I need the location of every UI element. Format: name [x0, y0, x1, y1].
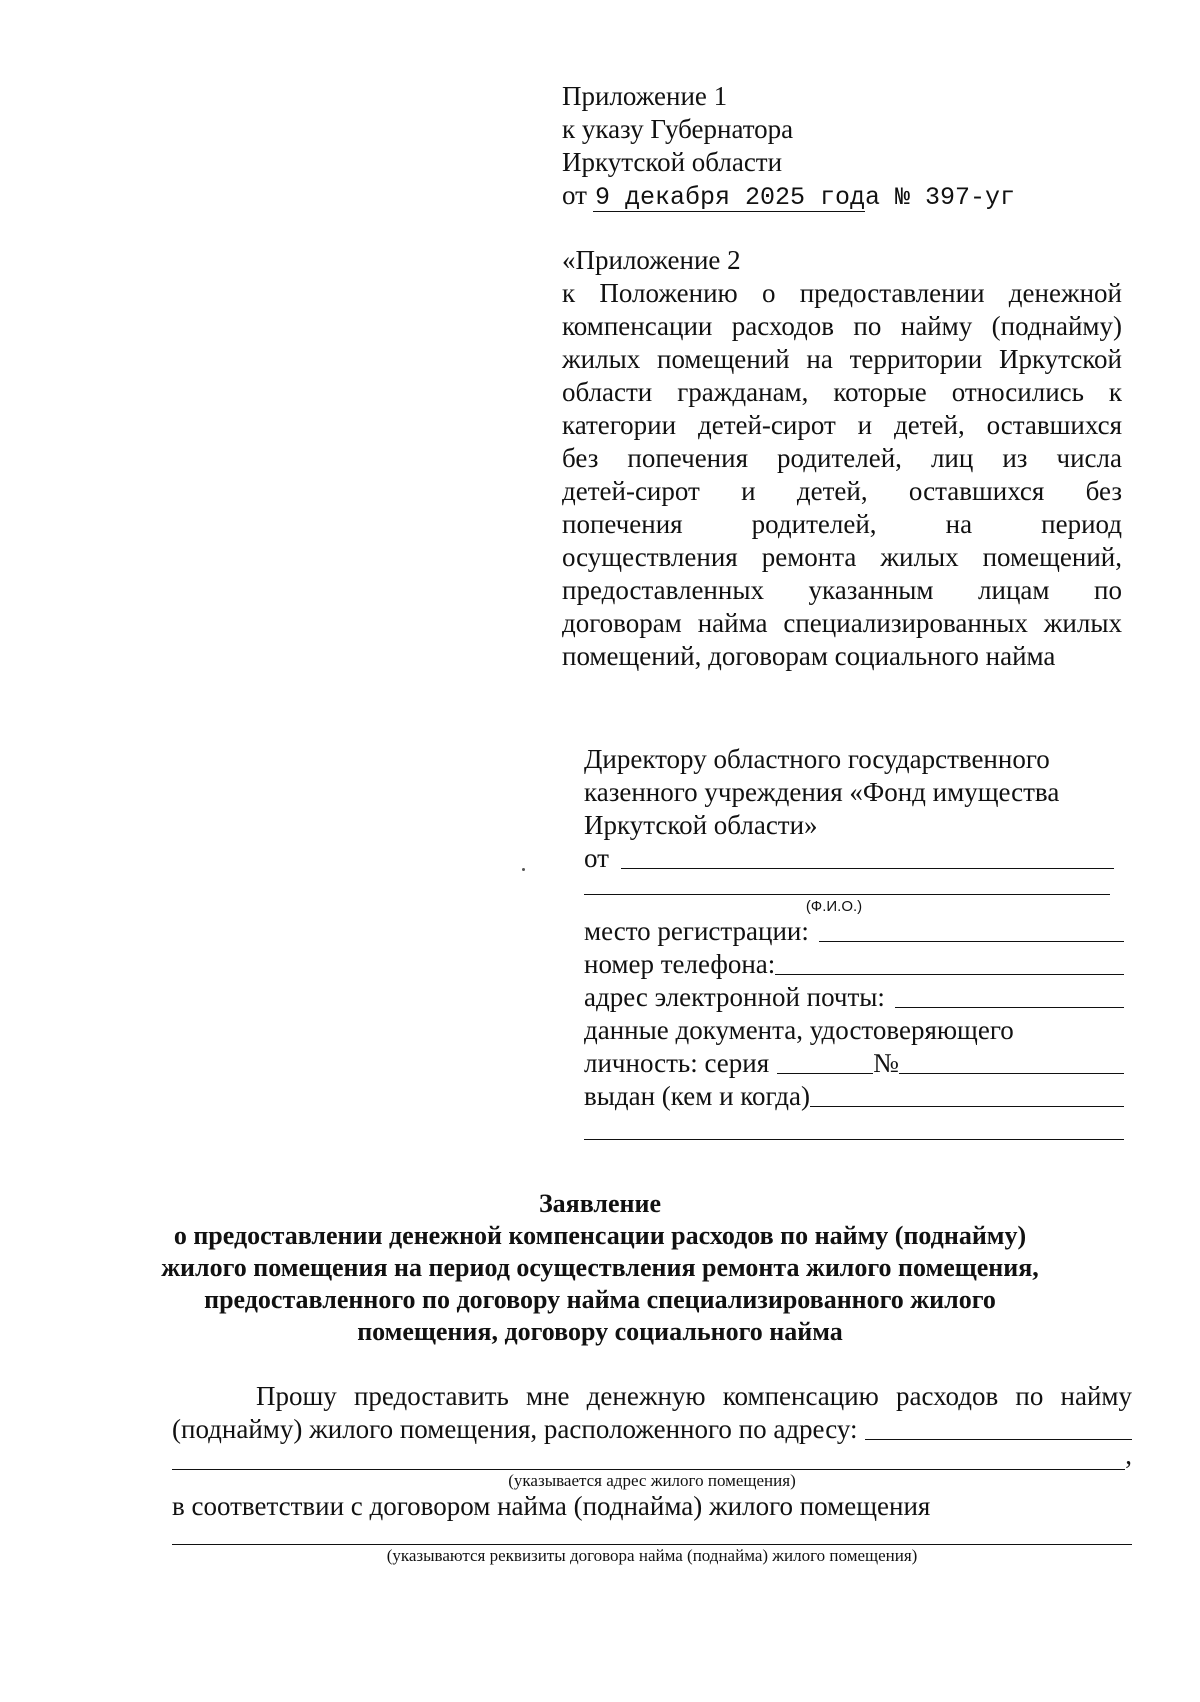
- appendix-2-line: попечения родителей, на период: [562, 509, 1122, 539]
- appendix-2-line: без попечения родителей, лиц из числа: [562, 443, 1122, 473]
- addressee-line: Директору областного государственного: [584, 744, 1050, 774]
- from-prefix: от: [562, 180, 587, 210]
- title-subline: помещения, договору социального найма: [357, 1317, 843, 1346]
- appendix-2-line: категории детей-сирот и детей, оставшихся: [562, 410, 1122, 440]
- title-subline: предоставленного по договору найма специализированного жилого: [204, 1285, 996, 1314]
- decree-date-field: [587, 179, 1015, 214]
- application-title: [60, 1188, 1140, 1348]
- applicant-name-row: [584, 842, 1124, 875]
- address-comma: ,: [1125, 1440, 1132, 1470]
- appendix-2-title: «Приложение 2: [562, 245, 741, 275]
- title-heading: Заявление: [538, 1189, 662, 1218]
- address-row-2: [172, 1440, 1132, 1472]
- title-subline: о предоставлении денежной компенсации расходов по найму (поднайму): [173, 1221, 1027, 1250]
- appendix-2-line: детей-сирот и детей, оставшихся без: [562, 476, 1122, 506]
- id-series-label: личность: серия: [584, 1048, 770, 1078]
- id-document-row: [584, 1047, 1124, 1080]
- email-field[interactable]: [895, 1006, 1124, 1008]
- issued-label: выдан (кем и когда): [584, 1081, 810, 1111]
- appendix-1-title: Приложение 1: [562, 81, 728, 111]
- email-row: [584, 981, 1124, 1014]
- appendix-2-line: договорам найма специализированных жилых: [562, 608, 1122, 638]
- title-subline: жилого помещения на период осуществления ремонта жилого помещения,: [161, 1253, 1039, 1282]
- decree-date-text: 9 декабря 2025 года № 397-уг: [594, 183, 1016, 212]
- contract-row: [172, 1523, 1132, 1547]
- issued-row-2: [584, 1113, 1124, 1146]
- appendix-2-line: предоставленных указанным лицам по: [562, 575, 1122, 605]
- appendix-2-line: области гражданам, которые относились к: [562, 377, 1122, 407]
- issued-row: [584, 1080, 1124, 1113]
- phone-label: номер телефона:: [584, 949, 776, 979]
- from-label: от: [584, 843, 609, 873]
- request-paragraph-line: (поднайму) жилого помещения, расположенного по адресу:: [172, 1414, 858, 1444]
- address-caption: (указывается адрес жилого помещения): [508, 1471, 796, 1490]
- request-paragraph-line: Прошу предоставить мне денежную компенсацию расходов по найму: [256, 1381, 1132, 1411]
- decree-date-line: [562, 179, 1015, 214]
- appendix-2-block: [562, 244, 1122, 673]
- phone-field[interactable]: [775, 973, 1124, 975]
- email-label: адрес электронной почты:: [584, 982, 885, 1012]
- addressee-block: [584, 743, 1124, 1146]
- id-number-label: №: [873, 1048, 899, 1078]
- appendix-2-line: жилых помещений на территории Иркутской: [562, 344, 1122, 374]
- address-field-2[interactable]: [172, 1468, 1125, 1470]
- scan-speck: [522, 868, 525, 871]
- registration-label: место регистрации:: [584, 916, 809, 946]
- phone-row: [584, 948, 1124, 981]
- id-document-label: данные документа, удостоверяющего: [584, 1015, 1014, 1045]
- applicant-name-field-2[interactable]: [584, 893, 1110, 895]
- appendix-1-header: [562, 80, 1015, 214]
- id-number-field[interactable]: [899, 1072, 1124, 1074]
- issued-field[interactable]: [810, 1105, 1124, 1107]
- contract-line: в соответствии с договором найма (поднайма) жилого помещения: [172, 1491, 931, 1521]
- date-underline: [593, 211, 865, 212]
- fio-caption: (Ф.И.О.): [805, 898, 863, 915]
- applicant-name-field[interactable]: [621, 867, 1114, 869]
- id-series-field[interactable]: [777, 1072, 873, 1074]
- registration-row: [584, 915, 1124, 948]
- addressee-line: казенного учреждения «Фонд имущества: [584, 777, 1060, 807]
- decree-reference: к указу Губернатора: [562, 114, 794, 144]
- issued-field-2[interactable]: [584, 1138, 1124, 1140]
- address-row: [172, 1413, 1132, 1446]
- addressee-line: Иркутской области»: [584, 810, 818, 840]
- appendix-2-line: к Положению о предоставлении денежной: [562, 278, 1122, 308]
- region-name: Иркутской области: [562, 147, 783, 177]
- appendix-2-line: компенсации расходов по найму (поднайму): [562, 311, 1122, 341]
- contract-field[interactable]: [172, 1543, 1132, 1545]
- appendix-2-last-line: помещений, договорам социального найма: [562, 641, 1056, 671]
- registration-field[interactable]: [819, 940, 1124, 942]
- contract-caption: (указываются реквизиты договора найма (поднайма) жилого помещения): [386, 1546, 918, 1565]
- application-body: [172, 1380, 1132, 1565]
- appendix-2-line: осуществления ремонта жилых помещений,: [562, 542, 1122, 572]
- address-field[interactable]: [865, 1438, 1132, 1440]
